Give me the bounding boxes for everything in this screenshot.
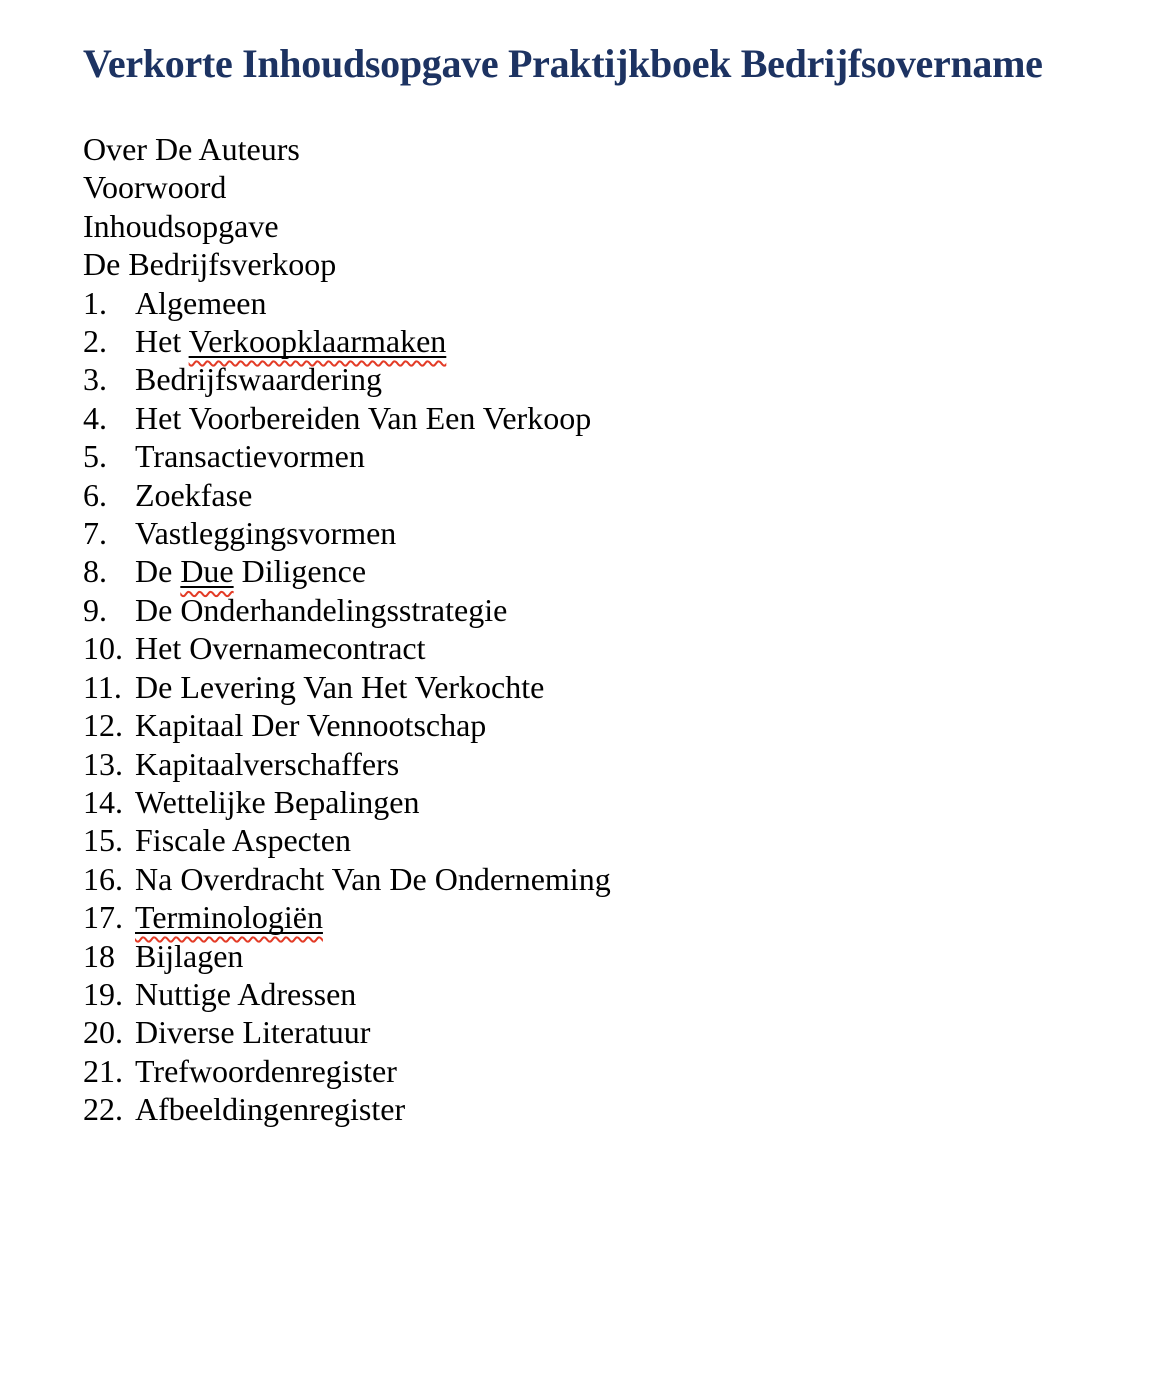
toc-row[interactable] xyxy=(83,476,1126,514)
toc-row-text xyxy=(135,707,486,743)
toc-row-number: 17. xyxy=(83,899,123,936)
toc-row[interactable] xyxy=(83,937,1126,975)
toc-row[interactable] xyxy=(83,975,1126,1013)
toc-row-number: 18 xyxy=(83,937,115,974)
toc-row-number: 15. xyxy=(83,822,123,859)
toc-row[interactable] xyxy=(83,745,1126,783)
toc-row-text xyxy=(135,285,267,321)
toc-row-text xyxy=(135,1053,397,1089)
toc-row-text xyxy=(135,515,396,551)
toc-row-text xyxy=(135,938,243,974)
toc-row-number: 1. xyxy=(83,284,107,321)
toc-row-text xyxy=(135,592,507,628)
toc-row-text-pre: Wettelijke Bepalingen xyxy=(135,783,420,820)
toc-row-number: 5. xyxy=(83,438,107,475)
toc-row[interactable] xyxy=(83,360,1126,398)
toc-row-number: 9. xyxy=(83,591,107,628)
toc-row-text-pre: Voorwoord xyxy=(83,169,227,206)
toc-row-text xyxy=(83,169,226,205)
toc-row[interactable] xyxy=(83,1013,1126,1051)
toc-row-text xyxy=(83,208,279,244)
toc-row-text-pre: Bijlagen xyxy=(135,937,244,974)
toc-row[interactable] xyxy=(83,821,1126,859)
toc-row-text xyxy=(135,477,252,513)
toc-row-text-pre: De Onderhandelingsstrategie xyxy=(135,591,508,628)
toc-row-number: 12. xyxy=(83,707,123,744)
toc-row-text xyxy=(135,976,356,1012)
toc-row[interactable] xyxy=(83,514,1126,552)
toc-row-text xyxy=(83,246,336,282)
toc-row-number: 10. xyxy=(83,630,123,667)
toc-row[interactable] xyxy=(83,437,1126,475)
toc-row[interactable] xyxy=(83,552,1126,590)
misspelled-word[interactable] xyxy=(189,323,447,359)
toc-row-text-pre: Bedrijfswaardering xyxy=(135,361,383,398)
misspelled-word-text: Due xyxy=(180,553,234,590)
toc-list xyxy=(83,130,1126,1129)
toc-row[interactable] xyxy=(83,591,1126,629)
toc-row-text xyxy=(135,361,382,397)
toc-row-text-post: Diligence xyxy=(233,553,367,590)
toc-row-text-pre: Het Voorbereiden Van Een Verkoop xyxy=(135,399,592,436)
toc-row-text xyxy=(135,899,323,935)
toc-row[interactable] xyxy=(83,245,1126,283)
misspelled-word[interactable] xyxy=(180,553,233,589)
toc-row-text-pre: De Bedrijfsverkoop xyxy=(83,246,337,283)
toc-row[interactable] xyxy=(83,706,1126,744)
toc-row-number: 19. xyxy=(83,975,123,1012)
toc-row-text-pre: De xyxy=(135,553,181,590)
toc-row-text-pre: Het Overnamecontract xyxy=(135,630,426,667)
toc-row-text-pre: Kapitaal Der Vennootschap xyxy=(135,707,487,744)
toc-row-text xyxy=(135,669,544,705)
toc-row-text-pre: Nuttige Adressen xyxy=(135,975,357,1012)
toc-row-text xyxy=(135,822,351,858)
toc-row[interactable] xyxy=(83,1090,1126,1128)
toc-row-number: 16. xyxy=(83,860,123,897)
toc-row-text xyxy=(135,746,399,782)
toc-row-number: 14. xyxy=(83,783,123,820)
toc-row[interactable] xyxy=(83,168,1126,206)
toc-row-text-pre: Over De Auteurs xyxy=(83,131,300,167)
toc-row-text xyxy=(135,438,365,474)
toc-row-text xyxy=(135,1014,370,1050)
toc-row[interactable] xyxy=(83,898,1126,936)
toc-row-text-pre: Vastleggingsvormen xyxy=(135,515,397,552)
toc-row-text xyxy=(135,861,611,897)
toc-row[interactable] xyxy=(83,284,1126,322)
toc-row-number: 2. xyxy=(83,323,107,360)
toc-row-number: 13. xyxy=(83,745,123,782)
toc-row-number: 3. xyxy=(83,361,107,398)
toc-row-text-pre: De Levering Van Het Verkochte xyxy=(135,668,545,705)
toc-row[interactable] xyxy=(83,399,1126,437)
toc-row[interactable] xyxy=(83,322,1126,360)
toc-row-number: 6. xyxy=(83,476,107,513)
toc-row-text xyxy=(135,553,366,589)
toc-row-number: 8. xyxy=(83,553,107,590)
toc-row-text-pre: Transactievormen xyxy=(135,438,365,475)
toc-row-number: 4. xyxy=(83,399,107,436)
toc-row-number: 22. xyxy=(83,1091,123,1128)
toc-row-text-pre: Zoekfase xyxy=(135,476,253,513)
toc-row[interactable] xyxy=(83,1052,1126,1090)
toc-row-text-pre: Na Overdracht Van De Onderneming xyxy=(135,860,611,897)
toc-row-text-pre: Inhoudsopgave xyxy=(83,207,279,244)
toc-row-text-pre: Fiscale Aspecten xyxy=(135,822,351,859)
toc-row-text-pre: Kapitaalverschaffers xyxy=(135,745,400,782)
toc-row-text xyxy=(83,131,300,167)
toc-row-text xyxy=(135,400,591,436)
misspelled-word-text: Terminologiën xyxy=(135,899,323,936)
toc-row-number: 21. xyxy=(83,1052,123,1089)
toc-row[interactable] xyxy=(83,629,1126,667)
toc-row-text-pre: Het xyxy=(135,323,189,360)
toc-row[interactable] xyxy=(83,207,1126,245)
toc-row-text xyxy=(135,784,419,820)
toc-row-number: 11. xyxy=(83,668,122,705)
toc-row-text-pre: Algemeen xyxy=(135,284,267,321)
page-title[interactable]: Verkorte Inhoudsopgave Praktijkboek Bedrijfsovername xyxy=(83,41,1043,86)
toc-row-number: 7. xyxy=(83,515,107,552)
toc-row[interactable] xyxy=(83,783,1126,821)
toc-row[interactable] xyxy=(83,860,1126,898)
toc-row-text-pre: Afbeeldingenregister xyxy=(135,1091,406,1128)
toc-row-text xyxy=(135,630,426,666)
toc-row-text xyxy=(135,323,446,359)
toc-row-number: 20. xyxy=(83,1014,123,1051)
toc-row-text-pre: Diverse Literatuur xyxy=(135,1014,371,1051)
toc-row-text xyxy=(135,1091,405,1127)
toc-row[interactable] xyxy=(83,668,1126,706)
misspelled-word[interactable] xyxy=(135,899,323,935)
misspelled-word-text: Verkoopklaarmaken xyxy=(188,323,447,360)
toc-row[interactable] xyxy=(83,130,1126,168)
toc-row-text-pre: Trefwoordenregister xyxy=(135,1052,397,1089)
